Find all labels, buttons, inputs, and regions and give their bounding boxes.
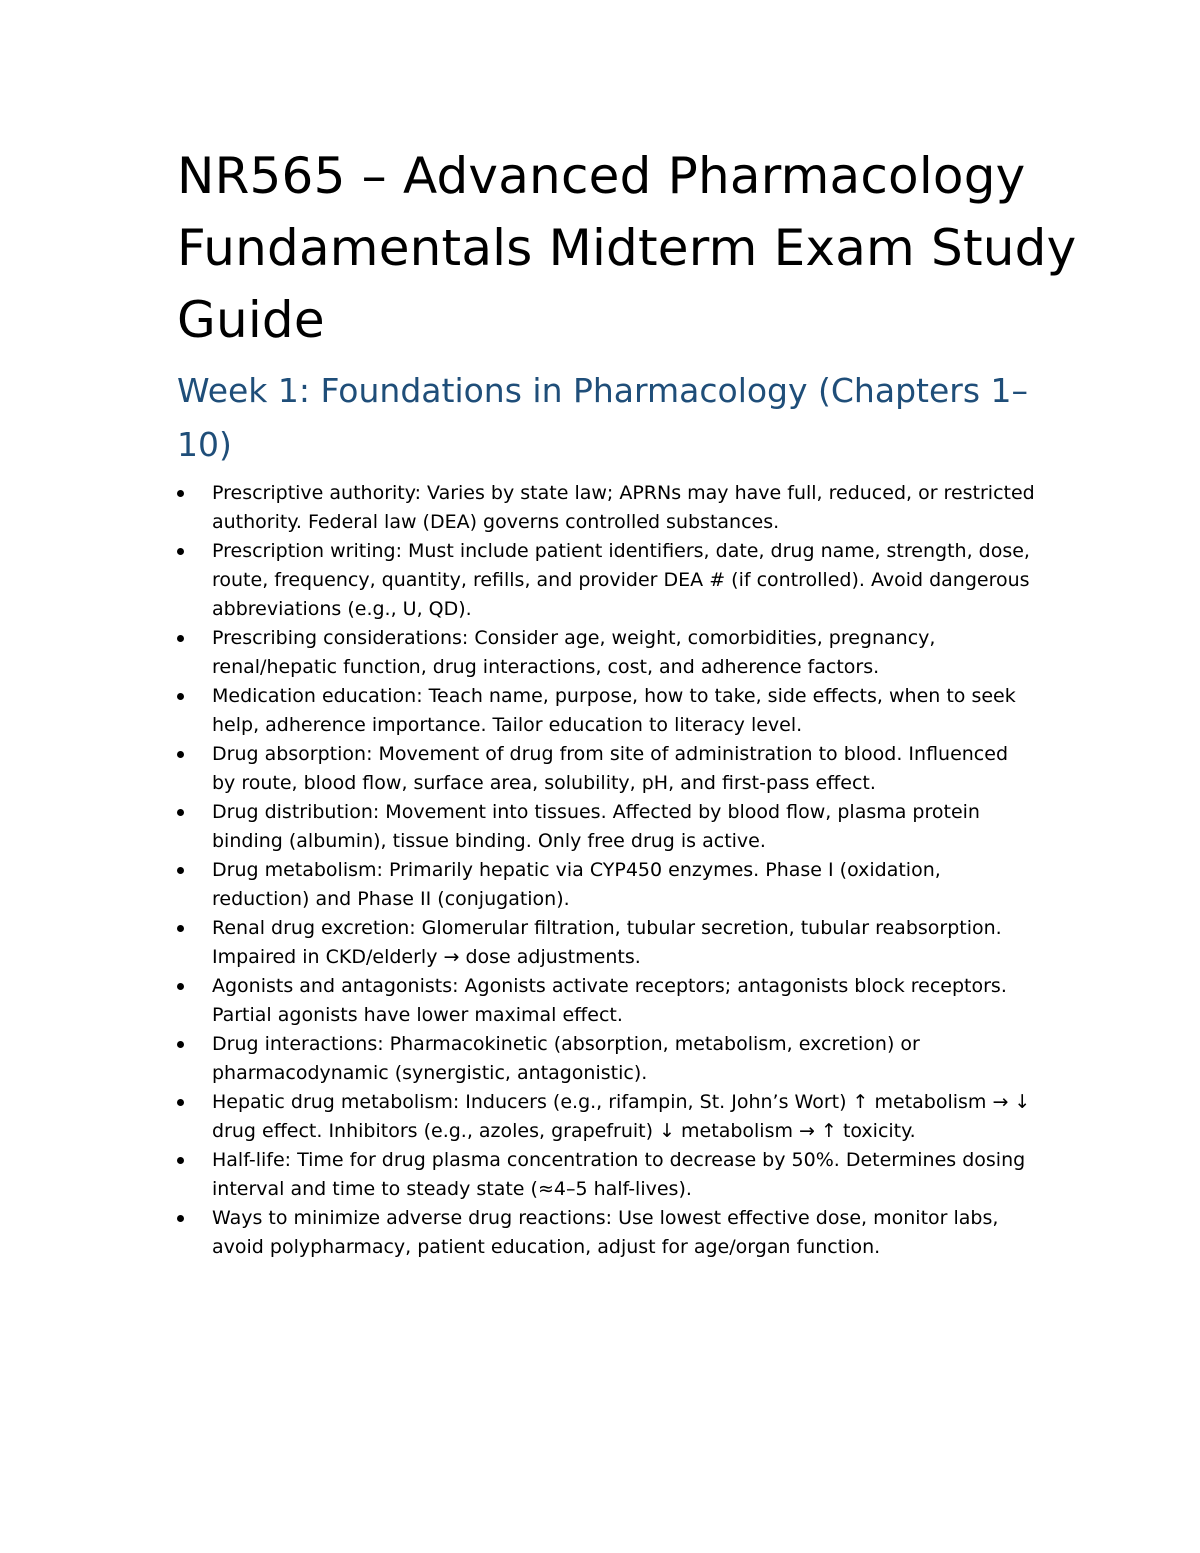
list-item <box>177 1088 1037 1146</box>
list-item <box>177 682 1037 740</box>
list-item <box>177 914 1037 972</box>
bullet-list <box>177 479 1037 1262</box>
list-item <box>177 972 1037 1030</box>
bullet-icon <box>177 751 184 758</box>
bullet-icon <box>177 635 184 642</box>
list-item <box>177 856 1037 914</box>
list-item-text: Renal drug excretion: Glomerular filtration, tubular secretion, tubular reabsorption. Impaired in CKD/elderly → dose adjustments. <box>212 917 1002 968</box>
list-item <box>177 537 1037 624</box>
list-item-text: Drug metabolism: Primarily hepatic via CYP450 enzymes. Phase I (oxidation, reduction) and Phase II (conjugation). <box>212 859 941 910</box>
bullet-icon <box>177 867 184 874</box>
bullet-icon <box>177 693 184 700</box>
list-item <box>177 740 1037 798</box>
list-item <box>177 798 1037 856</box>
list-item <box>177 479 1037 537</box>
section-heading-week-1: Week 1: Foundations in Pharmacology (Chapters 1–10) <box>177 371 1029 464</box>
bullet-icon <box>177 983 184 990</box>
list-item-text: Drug interactions: Pharmacokinetic (absorption, metabolism, excretion) or pharmacodynamic (synergistic, antagonistic). <box>212 1033 920 1084</box>
list-item-text: Prescriptive authority: Varies by state law; APRNs may have full, reduced, or restricted authority. Federal law (DEA) governs controlled substances. <box>212 482 1035 533</box>
list-item <box>177 1204 1037 1262</box>
bullet-icon <box>177 925 184 932</box>
bullet-icon <box>177 490 184 497</box>
list-item-text: Ways to minimize adverse drug reactions: Use lowest effective dose, monitor labs, avoid polypharmacy, patient education, adjust for age/organ function. <box>212 1207 999 1258</box>
bullet-icon <box>177 1157 184 1164</box>
bullet-icon <box>177 1215 184 1222</box>
list-item-text: Medication education: Teach name, purpose, how to take, side effects, when to seek help, adherence importance. Tailor education to literacy level. <box>212 685 1016 736</box>
list-item <box>177 1146 1037 1204</box>
list-item-text: Drug absorption: Movement of drug from site of administration to blood. Influenced by route, blood flow, surface area, solubility, pH, and first-pass effect. <box>212 743 1009 794</box>
list-item-text: Hepatic drug metabolism: Inducers (e.g., rifampin, St. John’s Wort) ↑ metabolism → ↓ drug effect. Inhibitors (e.g., azoles, grapefruit) ↓ metabolism → ↑ toxicity. <box>212 1091 1031 1142</box>
bullet-icon <box>177 548 184 555</box>
list-item-text: Drug distribution: Movement into tissues. Affected by blood flow, plasma protein binding (albumin), tissue binding. Only free drug is active. <box>212 801 980 852</box>
bullet-icon <box>177 1041 184 1048</box>
document-title: NR565 – Advanced Pharmacology Fundamentals Midterm Exam Study Guide <box>177 147 1077 349</box>
list-item <box>177 1030 1037 1088</box>
bullet-icon <box>177 809 184 816</box>
list-item-text: Agonists and antagonists: Agonists activate receptors; antagonists block receptors. Partial agonists have lower maximal effect. <box>212 975 1007 1026</box>
bullet-icon <box>177 1099 184 1106</box>
list-item-text: Prescribing considerations: Consider age, weight, comorbidities, pregnancy, renal/hepatic function, drug interactions, cost, and adherence factors. <box>212 627 936 678</box>
list-item-text: Prescription writing: Must include patient identifiers, date, drug name, strength, dose, route, frequency, quantity, refills, and provider DEA # (if controlled). Avoid dangerous abbreviations (e.g., U, QD). <box>212 540 1030 620</box>
list-item <box>177 624 1037 682</box>
list-item-text: Half-life: Time for drug plasma concentration to decrease by 50%. Determines dosing interval and time to steady state (≈4–5 half-lives). <box>212 1149 1026 1200</box>
